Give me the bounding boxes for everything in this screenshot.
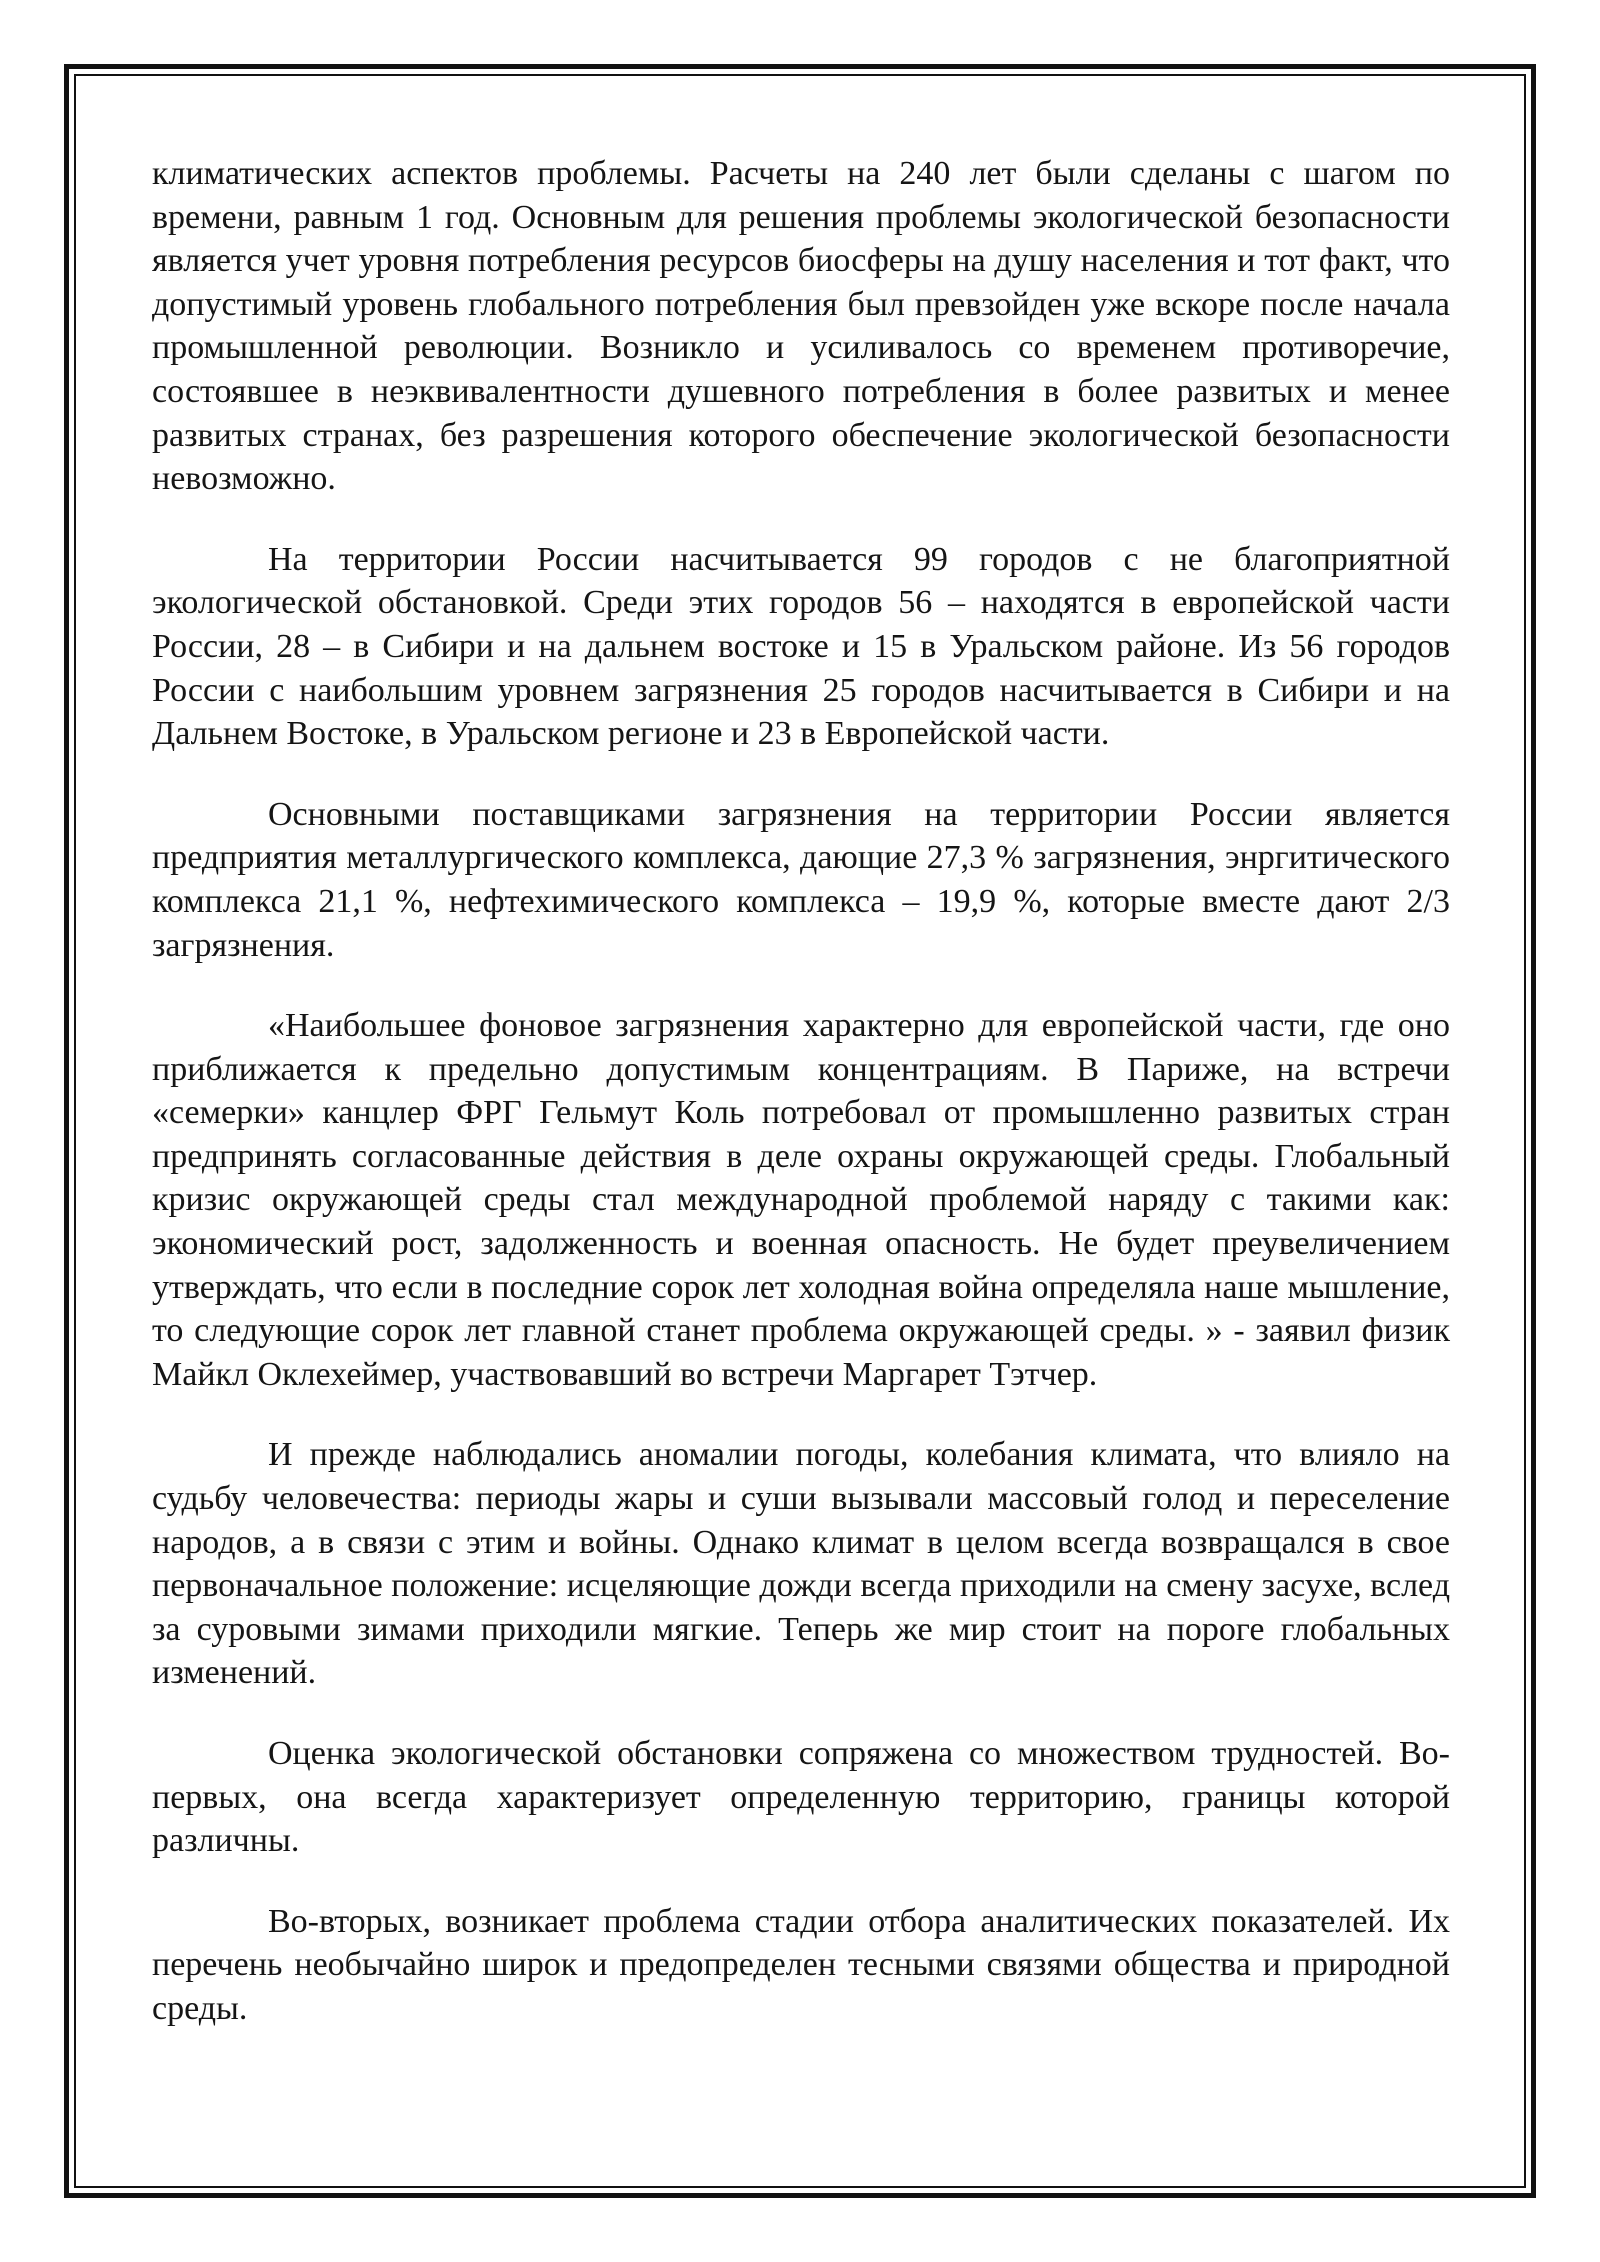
paragraph-2: На территории России насчитывается 99 городов с не благоприятной экологической обстановкой. Среди этих городов 56 – находятся в европейской части России, 28 – в Сибири и на дальнем востоке и 15 в Уральском районе. Из 56 городов России с наибольшим уровнем загрязнения 25 городов насчитывается в Сибири и на Дальнем Востоке, в Уральском регионе и 23 в Европейской части. [152, 540, 1450, 753]
document-body [152, 152, 1450, 2068]
paragraph-3: Основными поставщиками загрязнения на территории России является предприятия металлургического комплекса, дающие 27,3 % загрязнения, энргитического комплекса 21,1 %, нефтехимического комплекса – 19,9 %, которые вместе дают 2/3 загрязнения. [152, 795, 1450, 964]
paragraph-5: И прежде наблюдались аномалии погоды, колебания климата, что влияло на судьбу человечества: периоды жары и суши вызывали массовый голод и переселение народов, а в связи с этим и войны. Однако климат в целом всегда возвращался в свое первоначальное положение: исцеляющие дожди всегда приходили на смену засухе, вслед за суровыми зимами приходили мягкие. Теперь же мир стоит на пороге глобальных изменений. [152, 1436, 1450, 1692]
paragraph-1: климатических аспектов проблемы. Расчеты на 240 лет были сделаны с шагом по времени, равным 1 год. Основным для решения проблемы экологической безопасности является учет уровня потребления ресурсов биосферы на душу населения и тот факт, что допустимый уровень глобального потребления был превзойден уже вскоре после начала промышленной революции. Возникло и усиливалось со временем противоречие, состоявшее в неэквивалентности душевного потребления в более развитых и менее развитых странах, без разрешения которого обеспечение экологической безопасности невозможно. [152, 155, 1450, 498]
paragraph-4: «Наибольшее фоновое загрязнения характерно для европейской части, где оно приближается к предельно допустимым концентрациям. В Париже, на встречи «семерки» канцлер ФРГ Гельмут Коль потребовал от промышленно развитых стран предпринять согласованные действия в деле охраны окружающей среды. Глобальный кризис окружающей среды стал международной проблемой наряду с такими как: экономический рост, задолженность и военная опасность. Не будет преувеличением утверждать, что если в последние сорок лет холодная война определяла наше мышление, то следующие сорок лет главной станет проблема окружающей среды. » - заявил физик Майкл Оклехеймер, участвовавший во встречи Маргарет Тэтчер. [152, 1007, 1450, 1393]
paragraph-7: Во-вторых, возникает проблема стадии отбора аналитических показателей. Их перечень необычайно широк и предопределен тесными связями общества и природной среды. [152, 1902, 1450, 2027]
paragraph-6: Оценка экологической обстановки сопряжена со множеством трудностей. Во-первых, она всегда характеризует определенную территорию, границы которой различны. [152, 1735, 1450, 1860]
